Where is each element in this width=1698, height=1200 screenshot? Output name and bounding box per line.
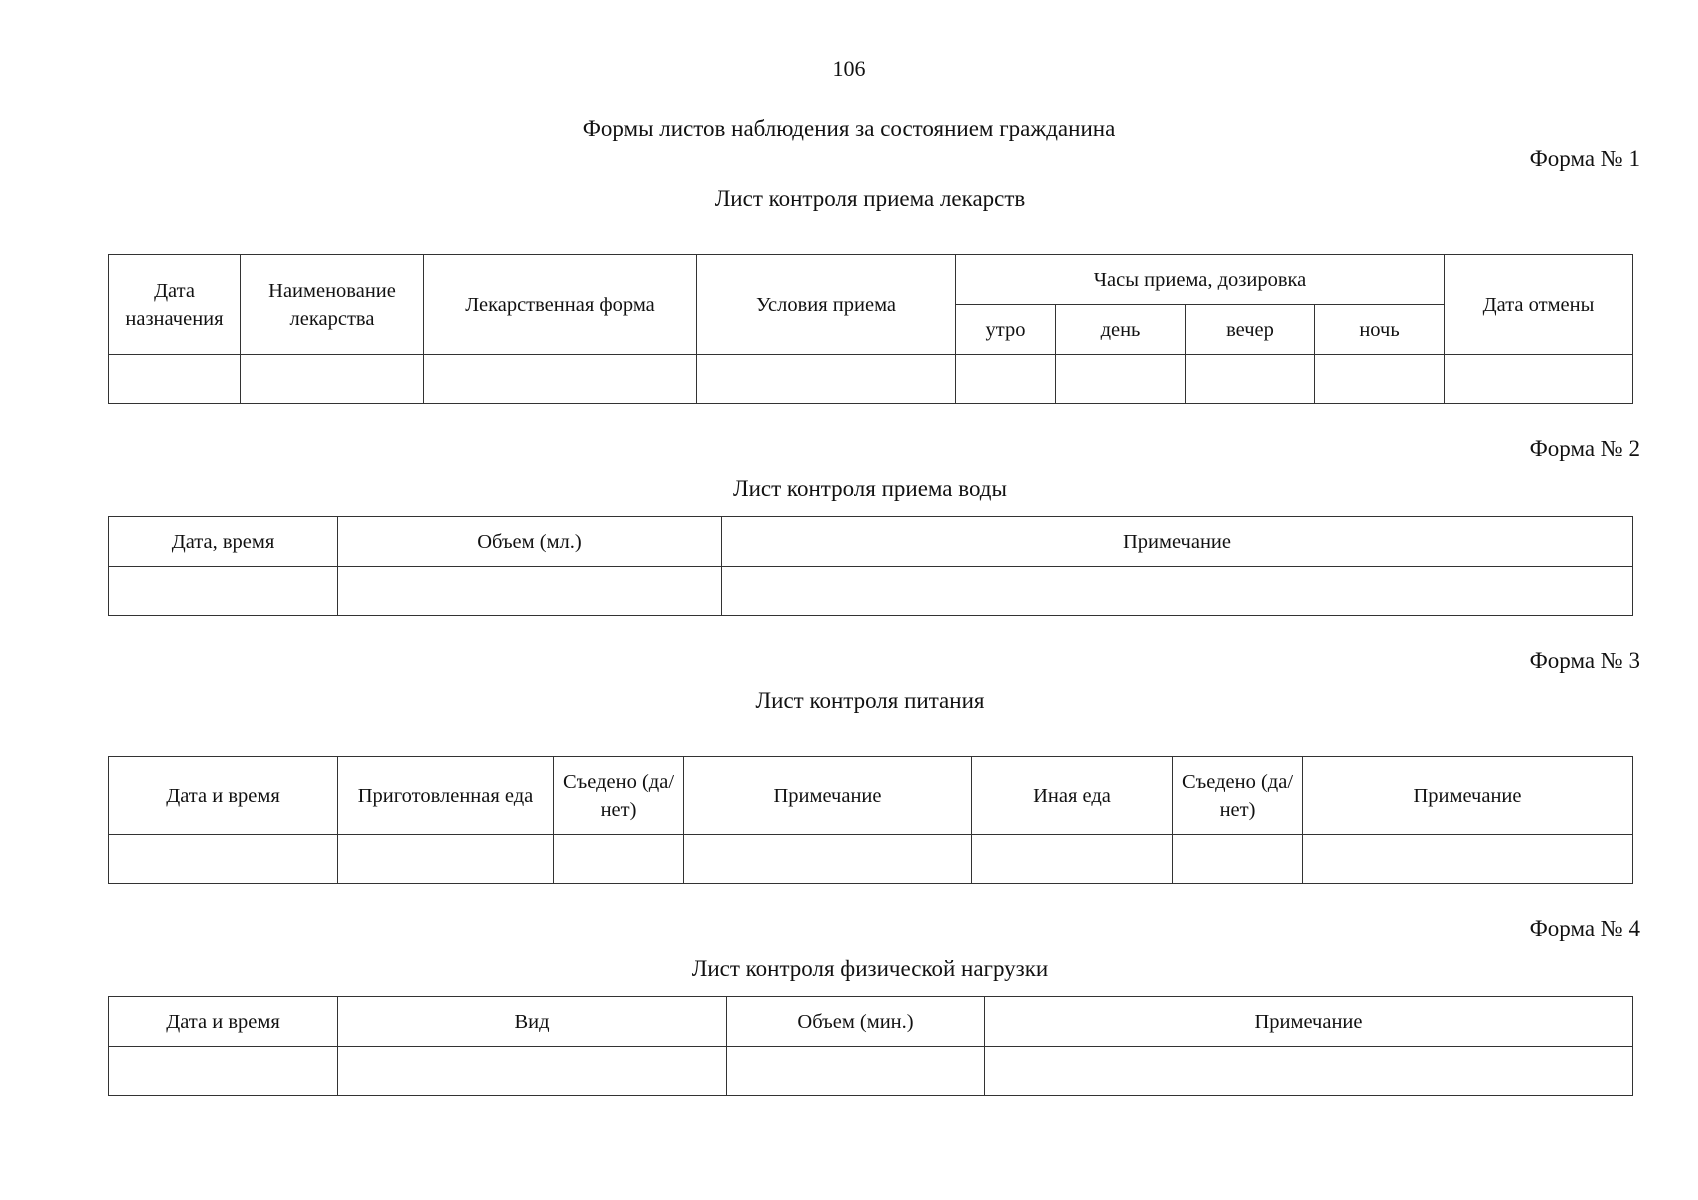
table-cell[interactable] xyxy=(338,835,554,884)
form-2-title: Лист контроля приема воды xyxy=(733,476,1007,501)
table-cell[interactable] xyxy=(1315,355,1445,404)
table-row xyxy=(109,567,1633,616)
physical-activity-table xyxy=(108,996,1633,1096)
header-cell: Иная еда xyxy=(972,757,1173,835)
header-dosage-form: Лекарственная форма xyxy=(424,255,697,355)
table-cell[interactable] xyxy=(109,567,338,616)
table-cell[interactable] xyxy=(985,1047,1633,1096)
header-cell: Съедено (да/нет) xyxy=(1173,757,1303,835)
table-cell[interactable] xyxy=(727,1047,985,1096)
table-cell[interactable] xyxy=(1056,355,1186,404)
form-4-number: Форма № 4 xyxy=(1529,916,1640,941)
header-cell: Дата и время xyxy=(109,757,338,835)
nutrition-control-table xyxy=(108,756,1633,884)
form-1-number: Форма № 1 xyxy=(1529,146,1640,171)
header-cancel-date: Дата отмены xyxy=(1445,255,1633,355)
form-1-title: Лист контроля приема лекарств xyxy=(714,186,1026,211)
table-cell[interactable] xyxy=(241,355,424,404)
form-4-title: Лист контроля физической нагрузки xyxy=(691,956,1049,981)
header-morning: утро xyxy=(956,305,1056,355)
header-cell: Дата и время xyxy=(109,997,338,1047)
table-row xyxy=(109,835,1633,884)
header-conditions: Условия приема xyxy=(697,255,956,355)
header-cell: Дата, время xyxy=(109,517,338,567)
header-day: день xyxy=(1056,305,1186,355)
table-cell[interactable] xyxy=(1445,355,1633,404)
header-date-prescribed: Дата назначения xyxy=(109,255,241,355)
table-cell[interactable] xyxy=(722,567,1633,616)
table-cell[interactable] xyxy=(697,355,956,404)
form-3-title: Лист контроля питания xyxy=(755,688,985,713)
header-drug-name: Наименование лекарства xyxy=(241,255,424,355)
header-cell: Съедено (да/нет) xyxy=(554,757,684,835)
header-night: ночь xyxy=(1315,305,1445,355)
table-cell[interactable] xyxy=(424,355,697,404)
table-cell[interactable] xyxy=(956,355,1056,404)
header-cell: Вид xyxy=(338,997,727,1047)
table-cell[interactable] xyxy=(109,835,338,884)
header-evening: вечер xyxy=(1186,305,1315,355)
header-cell: Объем (мл.) xyxy=(338,517,722,567)
table-cell[interactable] xyxy=(1303,835,1633,884)
page-heading: Формы листов наблюдения за состоянием гражданина xyxy=(582,116,1116,141)
form-2-number: Форма № 2 xyxy=(1529,436,1640,461)
header-intake-hours: Часы приема, дозировка xyxy=(956,255,1445,305)
form-3-number: Форма № 3 xyxy=(1529,648,1640,673)
header-cell: Приготовленная еда xyxy=(338,757,554,835)
table-cell[interactable] xyxy=(338,1047,727,1096)
table-row xyxy=(109,1047,1633,1096)
header-cell: Примечание xyxy=(985,997,1633,1047)
table-cell[interactable] xyxy=(1173,835,1303,884)
header-cell: Примечание xyxy=(1303,757,1633,835)
table-cell[interactable] xyxy=(109,355,241,404)
table-cell[interactable] xyxy=(554,835,684,884)
table-cell[interactable] xyxy=(684,835,972,884)
medication-control-table xyxy=(108,254,1633,404)
header-cell: Объем (мин.) xyxy=(727,997,985,1047)
table-cell[interactable] xyxy=(338,567,722,616)
table-row xyxy=(109,355,1633,404)
water-control-table xyxy=(108,516,1633,616)
header-cell: Примечание xyxy=(684,757,972,835)
table-cell[interactable] xyxy=(972,835,1173,884)
table-cell[interactable] xyxy=(109,1047,338,1096)
header-cell: Примечание xyxy=(722,517,1633,567)
page-number: 106 xyxy=(832,56,866,81)
table-cell[interactable] xyxy=(1186,355,1315,404)
